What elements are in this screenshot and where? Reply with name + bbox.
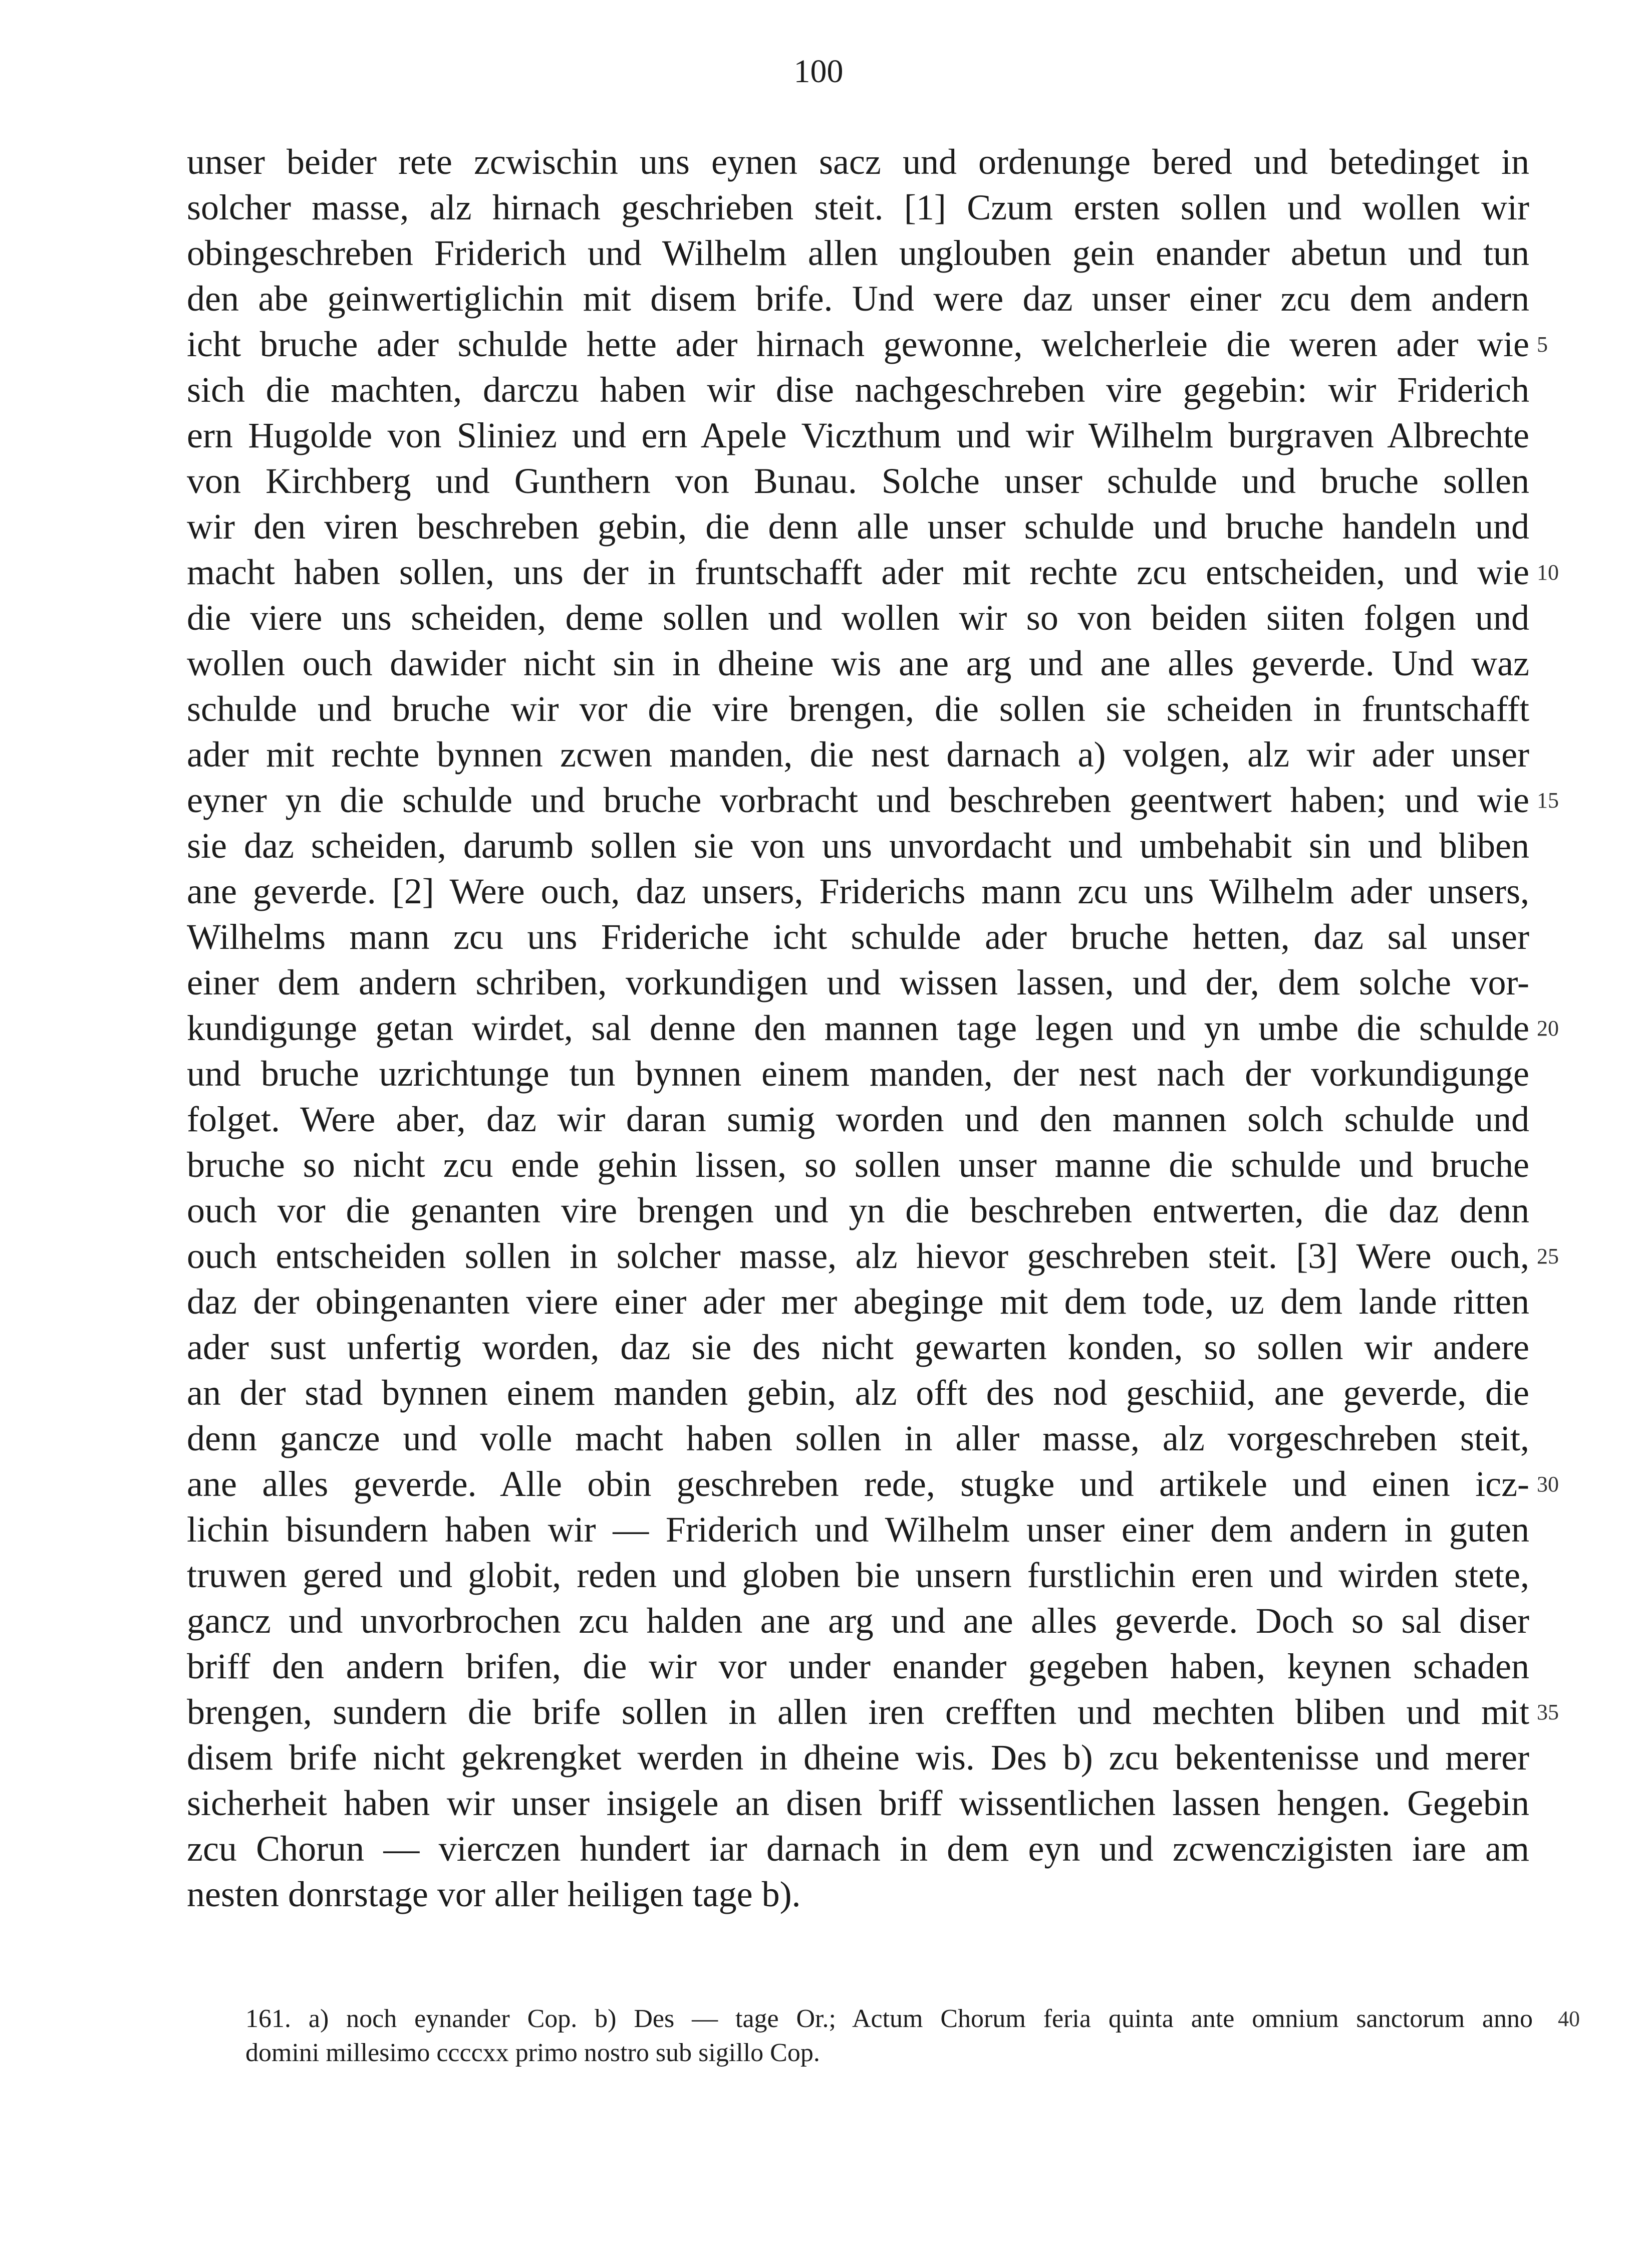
text-line [187, 1826, 1529, 1872]
text-line [187, 641, 1529, 686]
text-line [187, 823, 1529, 869]
text-line-content: truwen gered und globit, reden und globen bie unsern furstlichin eren und wirden stete, [187, 1555, 1529, 1595]
text-line-content: daz der obingenanten viere einer ader mer abeginge mit dem tode, uz dem lande ritten [187, 1282, 1529, 1322]
text-line-content: solcher masse, alz hirnach geschrieben steit. [1] Czum ersten sollen und wollen wir [187, 187, 1529, 227]
line-number: 30 [1537, 1472, 1559, 1496]
text-line-content: folget. Were aber, daz wir daran sumig worden und den mannen solch schulde und [187, 1099, 1529, 1139]
text-line [187, 185, 1529, 230]
page-number: 100 [793, 53, 844, 90]
text-line [187, 1644, 1529, 1689]
text-line-content: ane geverde. [2] Were ouch, daz unsers, Friderichs mann zcu uns Wilhelm ader unsers, [187, 871, 1529, 911]
text-line [187, 458, 1529, 504]
text-line [187, 869, 1529, 914]
text-line-content: gancz und unvorbrochen zcu halden ane arg und ane alles geverde. Doch so sal diser [187, 1601, 1529, 1641]
line-number: 10 [1537, 560, 1559, 585]
text-line [187, 139, 1529, 185]
text-line [187, 1051, 1529, 1097]
text-line-content: ader mit rechte bynnen zcwen manden, die nest darnach a) volgen, alz wir ader unser [187, 734, 1529, 775]
text-line-content: ader sust unfertig worden, daz sie des nicht gewarten konden, so sollen wir andere [187, 1327, 1529, 1367]
text-line-content: einer dem andern schriben, vorkundigen und wissen lassen, und der, dem solche vor- [187, 962, 1529, 1002]
line-number: 15 [1537, 788, 1559, 813]
text-line [187, 1005, 1559, 1051]
text-line [187, 1598, 1529, 1644]
text-line-content: den abe geinwertiglichin mit disem brife. Und were daz unser einer zcu dem andern [187, 279, 1529, 319]
text-line [187, 550, 1559, 595]
text-line [187, 413, 1529, 458]
text-line-content: briff den andern brifen, die wir vor under enander gegeben haben, keynen schaden [187, 1646, 1529, 1686]
text-line-content: obingeschreben Friderich und Wilhelm allen unglouben gein enander abetun und tun [187, 233, 1529, 273]
text-line-content: disem brife nicht gekrengket werden in dheine wis. Des b) zcu bekentenisse und merer [187, 1737, 1529, 1778]
text-line-content: ane alles geverde. Alle obin geschreben rede, stugke und artikele und einen icz- [187, 1464, 1529, 1504]
line-number: 5 [1537, 332, 1548, 357]
text-line-content: ouch entscheiden sollen in solcher masse, alz hievor geschreben steit. [3] Were ouch, [187, 1236, 1529, 1276]
text-line-content: kundigunge getan wirdet, sal denne den mannen tage legen und yn umbe die schulde [187, 1008, 1529, 1048]
text-line [187, 778, 1559, 823]
text-line-content: von Kirchberg und Gunthern von Bunau. Solche unser schulde und bruche sollen [187, 461, 1529, 501]
text-line [187, 1097, 1529, 1142]
text-line-content: wollen ouch dawider nicht sin in dheine wis ane arg und ane alles geverde. Und waz [187, 643, 1529, 683]
footnotes [245, 2002, 1580, 2070]
text-line-content: schulde und bruche wir vor die vire brengen, die sollen sie scheiden in fruntschafft [187, 689, 1529, 729]
text-line [187, 686, 1529, 732]
text-line-content: ern Hugolde von Sliniez und ern Apele Viczthum und wir Wilhelm burgraven Albrechte [187, 415, 1529, 455]
text-line [187, 276, 1529, 322]
text-line [187, 960, 1529, 1005]
text-line [187, 1872, 1529, 1917]
text-line-content: wir den viren beschreben gebin, die denn alle unser schulde und bruche handeln und [187, 507, 1529, 547]
text-line [187, 1735, 1529, 1781]
text-line [187, 1416, 1529, 1461]
text-line-content: macht haben sollen, uns der in fruntschafft ader mit rechte zcu entscheiden, und wie [187, 552, 1529, 592]
text-line [187, 1188, 1529, 1233]
line-number: 35 [1537, 1700, 1559, 1724]
text-line [187, 1279, 1529, 1325]
text-line [187, 504, 1529, 550]
line-number: 25 [1537, 1244, 1559, 1269]
text-line [187, 914, 1529, 960]
text-line [187, 1370, 1529, 1416]
text-line [187, 1781, 1529, 1826]
footnote-text: 161. a) noch eynander Cop. b) Des — tage Or.; Actum Chorum feria quinta ante omnium sanctorum anno [245, 2004, 1533, 2033]
text-line [187, 1325, 1529, 1370]
text-line-content: sich die machten, darczu haben wir dise nachgeschreben vire gegebin: wir Friderich [187, 370, 1529, 410]
text-line-content: nesten donrstage vor aller heiligen tage b). [187, 1874, 801, 1914]
text-line [187, 732, 1529, 778]
line-number: 40 [1558, 2006, 1580, 2031]
text-line [187, 1461, 1559, 1507]
text-line [187, 1233, 1559, 1279]
text-line-content: icht bruche ader schulde hette ader hirnach gewonne, welcherleie die weren ader wie [187, 324, 1529, 364]
text-line-content: bruche so nicht zcu ende gehin lissen, so sollen unser manne die schulde und bruche [187, 1145, 1529, 1185]
main-text [187, 139, 1559, 1917]
text-line [187, 595, 1529, 641]
text-line [187, 322, 1548, 367]
footnote-line [245, 2036, 1568, 2070]
line-number: 20 [1537, 1016, 1559, 1041]
text-line-content: und bruche uzrichtunge tun bynnen einem manden, der nest nach der vorkundigunge [187, 1054, 1529, 1094]
text-line [187, 367, 1529, 413]
footnote-line [245, 2002, 1580, 2036]
text-line-content: eyner yn die schulde und bruche vorbracht und beschreben geentwert haben; und wie [187, 780, 1529, 820]
text-line [187, 1507, 1529, 1553]
text-line-content: ouch vor die genanten vire brengen und yn die beschreben entwerten, die daz denn [187, 1190, 1529, 1230]
text-line [187, 1689, 1559, 1735]
text-line-content: Wilhelms mann zcu uns Frideriche icht schulde ader bruche hetten, daz sal unser [187, 917, 1529, 957]
text-line-content: sicherheit haben wir unser insigele an disen briff wissentlichen lassen hengen. Gegebin [187, 1783, 1529, 1823]
text-line-content: unser beider rete zcwischin uns eynen sacz und ordenunge bered und betedinget in [187, 142, 1529, 182]
text-line-content: zcu Chorun — vierczen hundert iar darnach in dem eyn und zcwenczigisten iare am [187, 1829, 1529, 1869]
text-line-content: denn gancze und volle macht haben sollen in aller masse, alz vorgeschreben steit, [187, 1418, 1529, 1458]
text-line [187, 230, 1529, 276]
text-line [187, 1553, 1529, 1598]
text-line-content: lichin bisundern haben wir — Friderich und Wilhelm unser einer dem andern in guten [187, 1509, 1529, 1550]
text-line-content: an der stad bynnen einem manden gebin, alz offt des nod geschiid, ane geverde, die [187, 1373, 1529, 1413]
footnote-text: domini millesimo ccccxx primo nostro sub sigillo Cop. [245, 2039, 820, 2067]
text-line-content: die viere uns scheiden, deme sollen und wollen wir so von beiden siiten folgen und [187, 598, 1529, 638]
text-line [187, 1142, 1529, 1188]
text-line-content: brengen, sundern die brife sollen in allen iren crefften und mechten bliben und mit [187, 1692, 1529, 1732]
text-line-content: sie daz scheiden, darumb sollen sie von uns unvordacht und umbehabit sin und bliben [187, 826, 1529, 866]
